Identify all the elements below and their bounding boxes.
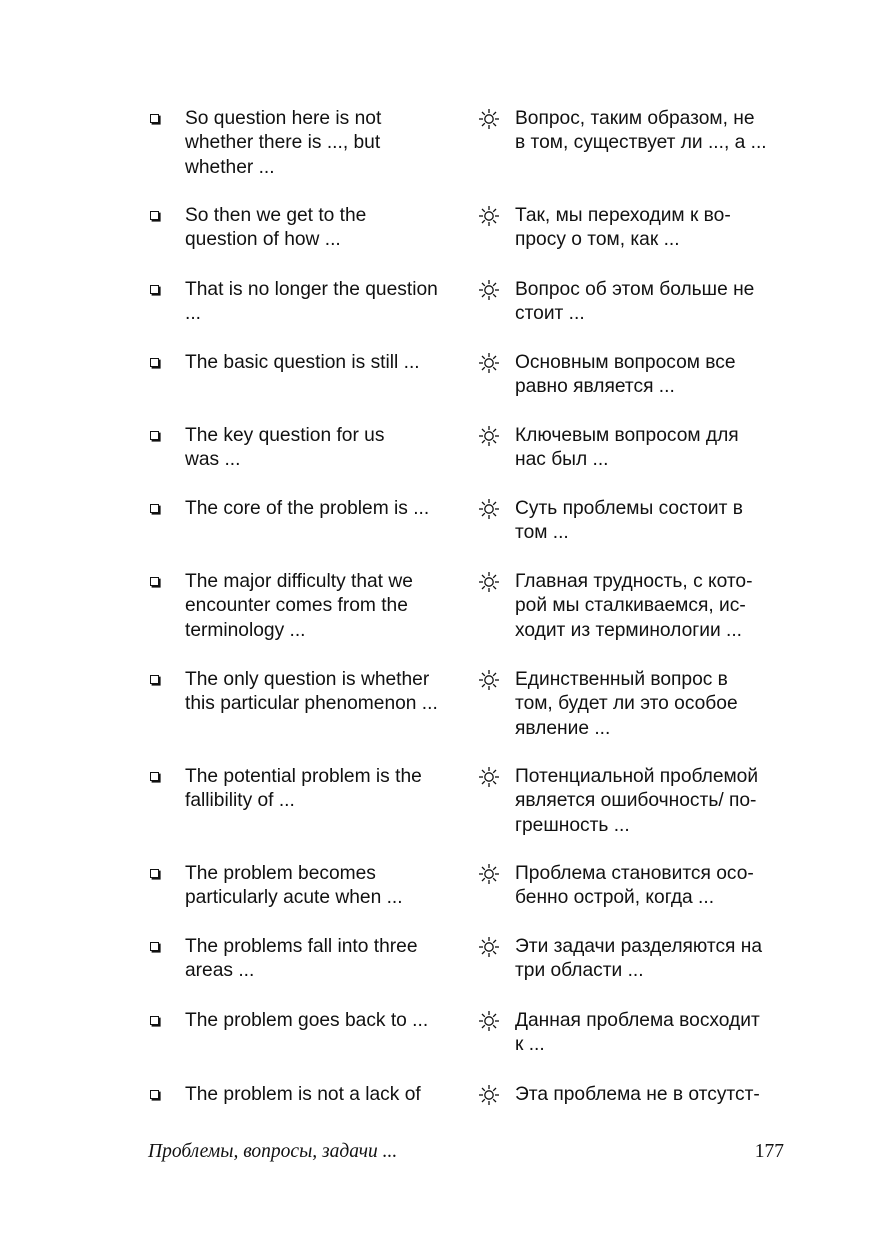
sun-bullet-icon [478,108,500,130]
english-phrase: The problem goes back to ... [185,1010,429,1031]
checkbox-bullet-icon [150,577,159,586]
english-phrase: The problems fall into three areas ... [185,936,418,982]
russian-translation: Главная трудность, с кото- рой мы сталкиваемся, ис- ходит из терминологии ... [515,571,753,641]
phrase-entry [148,765,848,862]
checkbox-bullet-icon [150,431,159,440]
checkbox-bullet-icon [150,504,159,513]
phrase-entry [148,862,848,935]
page-number: 177 [754,1141,784,1162]
russian-translation: Единственный вопрос в том, будет ли это особое явление ... [515,669,738,739]
running-section-title: Проблемы, вопросы, задачи ... [148,1141,398,1162]
english-phrase: So question here is not whether there is ..., but whether ... [185,108,382,178]
english-phrase: The core of the problem is ... [185,498,430,519]
phrase-entry [148,204,848,278]
sun-bullet-icon [478,1010,500,1032]
russian-translation: Ключевым вопросом для нас был ... [515,425,739,471]
checkbox-bullet-icon [150,772,159,781]
english-phrase: The key question for us was ... [185,425,385,471]
sun-bullet-icon [478,936,500,958]
phrase-entry [148,1009,848,1083]
phrase-entry [148,668,848,765]
sun-bullet-icon [478,498,500,520]
english-phrase: The basic question is still ... [185,352,420,373]
sun-bullet-icon [478,766,500,788]
checkbox-bullet-icon [150,869,159,878]
checkbox-bullet-icon [150,211,159,220]
russian-translation: Так, мы переходим к во- просу о том, как ... [515,205,731,251]
russian-translation: Данная проблема восходит к ... [515,1010,760,1056]
checkbox-bullet-icon [150,358,159,367]
phrase-entry [148,1083,848,1113]
english-phrase: The major difficulty that we encounter comes from the terminology ... [185,571,413,641]
sun-bullet-icon [478,571,500,593]
phrase-entry [148,570,848,668]
english-phrase: The only question is whether this particular phenomenon ... [185,669,438,715]
russian-translation: Потенциальной проблемой является ошибочность/ по- грешность ... [515,766,759,836]
sun-bullet-icon [478,425,500,447]
russian-translation: Эти задачи разделяются на три области ... [515,936,763,982]
english-phrase: The potential problem is the fallibility of ... [185,766,422,812]
sun-bullet-icon [478,205,500,227]
sun-bullet-icon [478,863,500,885]
russian-translation: Основным вопросом все равно является ... [515,352,736,398]
russian-translation: Проблема становится осо- бенно острой, когда ... [515,863,754,909]
english-phrase: The problem becomes particularly acute when ... [185,863,403,909]
sun-bullet-icon [478,279,500,301]
sun-bullet-icon [478,352,500,374]
checkbox-bullet-icon [150,114,159,123]
checkbox-bullet-icon [150,1016,159,1025]
phrase-entry [148,424,848,497]
checkbox-bullet-icon [150,942,159,951]
page-footer [148,1141,788,1163]
phrase-entry [148,351,848,424]
phrase-entry [148,107,848,204]
russian-translation: Вопрос об этом больше не стоит ... [515,279,755,325]
checkbox-bullet-icon [150,285,159,294]
phrase-entry [148,935,848,1009]
russian-translation: Суть проблемы состоит в том ... [515,498,743,544]
english-phrase: The problem is not a lack of [185,1084,421,1105]
phrase-list [148,107,848,1113]
phrase-entry [148,497,848,570]
sun-bullet-icon [478,1084,500,1106]
english-phrase: So then we get to the question of how ... [185,205,367,251]
english-phrase: That is no longer the question ... [185,279,438,325]
russian-translation: Вопрос, таким образом, не в том, существует ли ..., а ... [515,108,767,154]
sun-bullet-icon [478,669,500,691]
checkbox-bullet-icon [150,1090,159,1099]
checkbox-bullet-icon [150,675,159,684]
russian-translation: Эта проблема не в отсутст- [515,1084,760,1105]
phrase-entry [148,278,848,351]
